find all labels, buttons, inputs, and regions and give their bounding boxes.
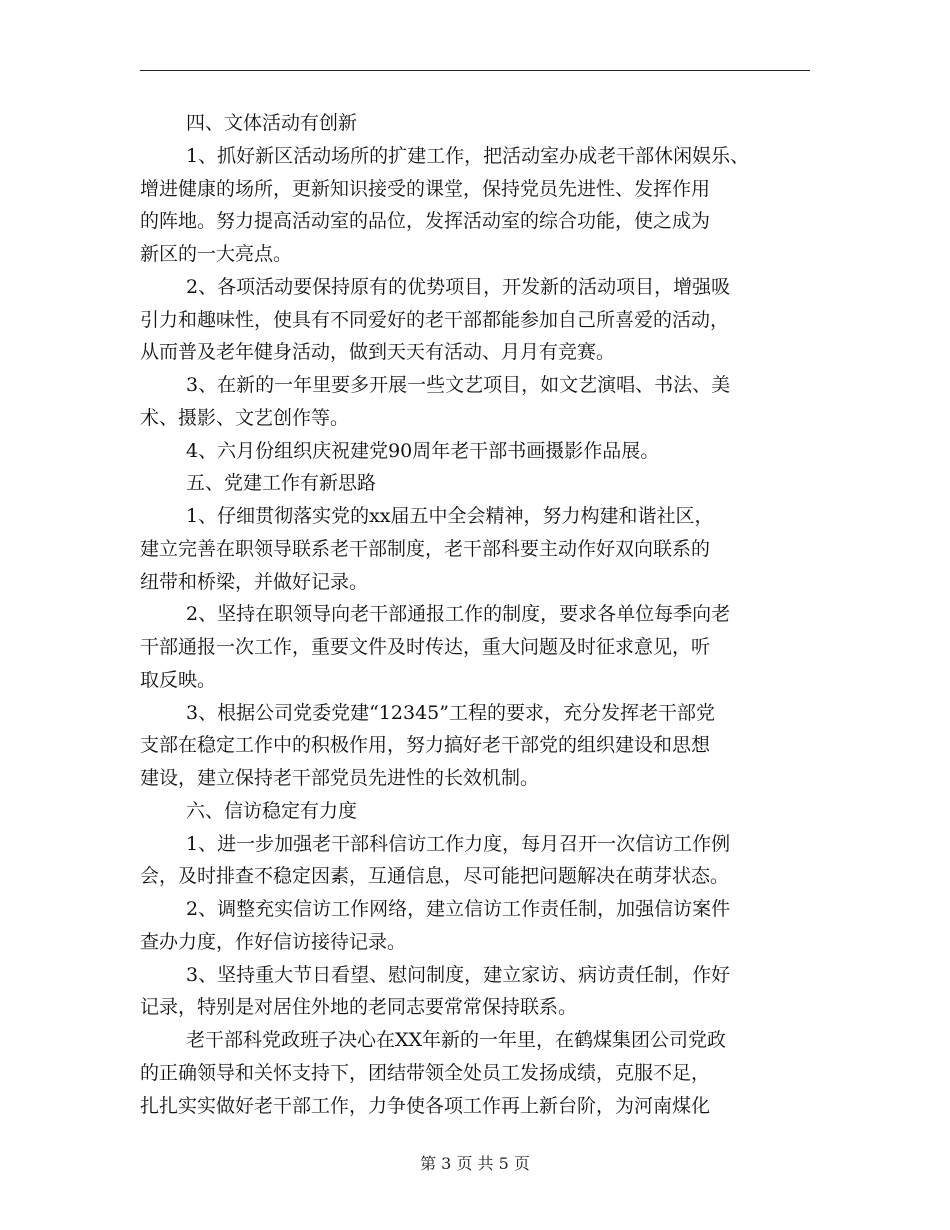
paragraph-line: 1、仔细贯彻落实党的xx届五中全会精神，努力构建和谐社区， [186, 505, 714, 527]
paragraph-line: 新区的一大亮点。 [140, 243, 293, 265]
paragraph-line: 术、摄影、文艺创作等。 [140, 406, 350, 429]
paragraph-line: 引力和趣味性，使具有不同爱好的老干部都能参加自己所喜爱的活动， [140, 308, 730, 331]
section-heading-5: 五、党建工作有新思路 [186, 472, 377, 495]
section-heading-4: 四、文体活动有创新 [186, 112, 358, 134]
paragraph-line: 取反映。 [140, 668, 217, 691]
paragraph-line: 的正确领导和关怀支持下，团结带领全处员工发扬成绩，克服不足， [140, 1061, 711, 1084]
paragraph-line: 建立完善在职领导联系老干部制度，老干部科要主动作好双向联系的 [140, 537, 711, 560]
paragraph-line: 3、在新的一年里要多开展一些文艺项目，如文艺演唱、书法、美 [186, 374, 731, 396]
paragraph-line: 的阵地。努力提高活动室的品位，发挥活动室的综合功能，使之成为 [140, 210, 711, 233]
section-heading-6: 六、信访稳定有力度 [186, 799, 358, 822]
paragraph-line: 建设，建立保持老干部党员先进性的长效机制。 [140, 767, 540, 789]
paragraph-line: 1、进一步加强老干部科信访工作力度，每月召开一次信访工作例 [186, 832, 731, 855]
paragraph-line: 2、各项活动要保持原有的优势项目，开发新的活动项目，增强吸 [186, 275, 731, 298]
paragraph-line: 从而普及老年健身活动，做到天天有活动、月月有竞赛。 [140, 341, 616, 364]
paragraph-line: 3、根据公司党委党建“12345”工程的要求，充分发挥老干部党 [186, 701, 715, 724]
paragraph-line: 扎扎实实做好老干部工作，力争使各项工作再上新台阶，为河南煤化 [140, 1094, 711, 1117]
paragraph-line: 记录，特别是对居住外地的老同志要常常保持联系。 [140, 996, 578, 1019]
paragraph-line: 老干部科党政班子决心在XX年新的一年里，在鹤煤集团公司党政 [186, 1029, 727, 1051]
paragraph-line: 纽带和桥梁，并做好记录。 [140, 570, 369, 593]
document-body [140, 107, 810, 1122]
paragraph-line: 干部通报一次工作，重要文件及时传达，重大问题及时征求意见，听 [140, 636, 711, 658]
paragraph-line: 查办力度，作好信访接待记录。 [140, 930, 407, 953]
paragraph-line: 增进健康的场所，更新知识接受的课堂，保持党员先进性、发挥作用 [140, 177, 711, 200]
paragraph-line: 会，及时排查不稳定因素，互通信息，尽可能把问题解决在萌芽状态。 [140, 865, 730, 888]
paragraph-line: 2、调整充实信访工作网络，建立信访工作责任制，加强信访案件 [186, 898, 731, 920]
paragraph-line: 1、抓好新区活动场所的扩建工作，把活动室办成老干部休闲娱乐、 [186, 144, 750, 167]
header-rule [140, 70, 810, 71]
page-number-footer: 第 3 页 共 5 页 [420, 1154, 530, 1173]
paragraph-line: 支部在稳定工作中的积极作用，努力搞好老干部党的组织建设和思想 [140, 734, 711, 757]
paragraph-line: 3、坚持重大节日看望、慰问制度，建立家访、病访责任制，作好 [186, 963, 731, 986]
paragraph-line: 2、坚持在职领导向老干部通报工作的制度，要求各单位每季向老 [186, 603, 731, 626]
paragraph-line: 4、六月份组织庆祝建党90周年老干部书画摄影作品展。 [186, 439, 660, 462]
